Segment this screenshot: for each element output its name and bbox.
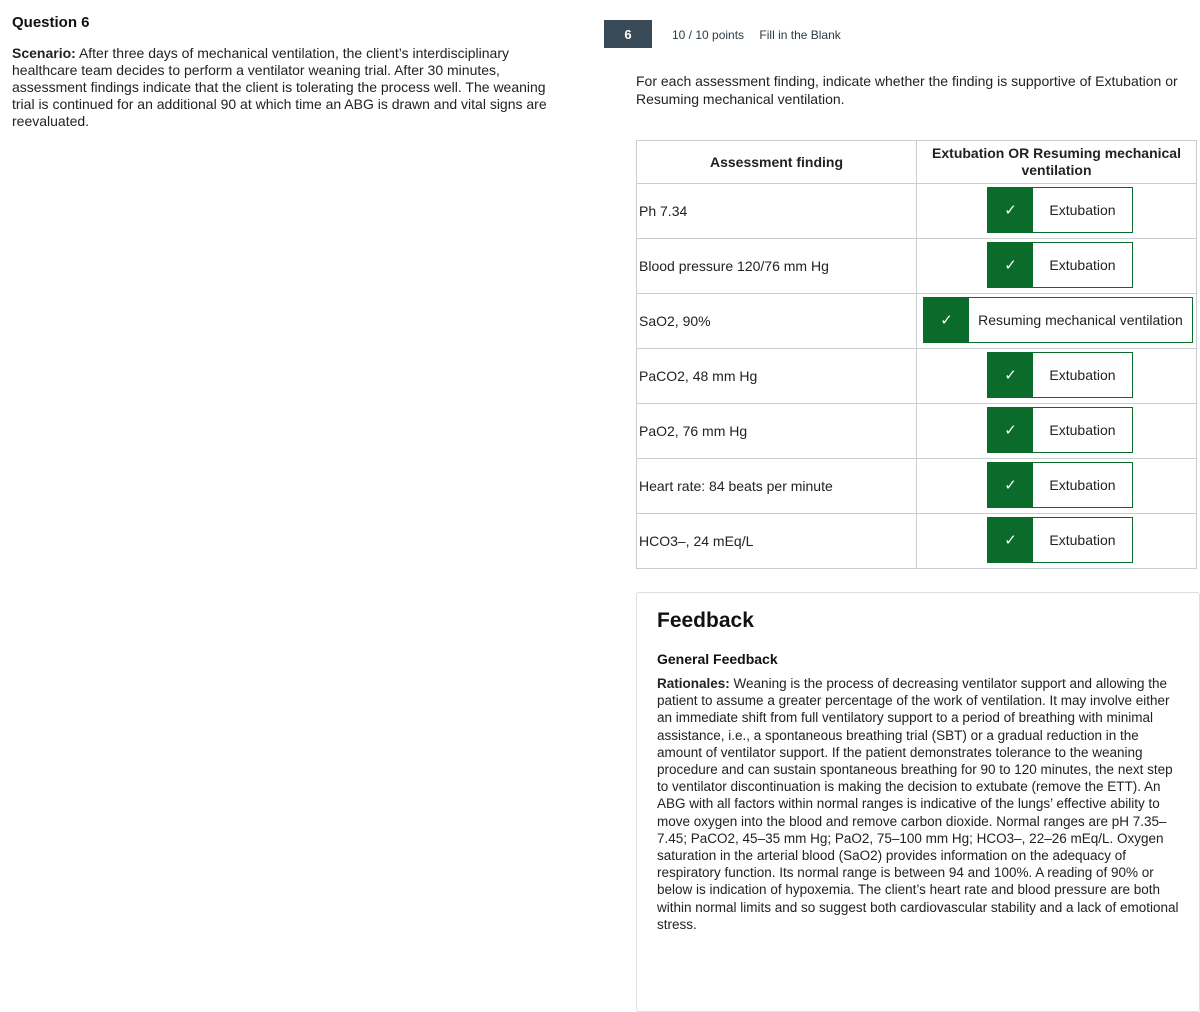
answer-select[interactable]: [923, 297, 1193, 343]
answer-value: Extubation: [1049, 531, 1116, 548]
check-icon: ✓: [988, 188, 1033, 232]
question-title: Question 6: [12, 14, 90, 31]
finding-cell: Ph 7.34: [637, 184, 917, 239]
question-meta: [672, 28, 841, 42]
finding-cell: PaCO2, 48 mm Hg: [637, 349, 917, 404]
feedback-title: Feedback: [657, 609, 754, 632]
answer-select[interactable]: [987, 407, 1133, 453]
answer-cell: [917, 459, 1197, 514]
check-icon: ✓: [988, 408, 1033, 452]
assessment-table: [636, 140, 1197, 569]
question-type: Fill in the Blank: [759, 28, 841, 42]
table-row: [637, 459, 1197, 514]
rationale-body: Weaning is the process of decreasing ventilator support and allowing the patient to assume a greater percentage of the work of ventilation. It may involve either an immediate shift from full ventilatory support to a period of breathing with minimal assistance, i.e., a spontaneous breathing trial (SBT) or a gradual reduction in the amount of ventilator support. If the patient demonstrates tolerance to the weaning procedure and can sustain spontaneous breathing for 90 to 120 minutes, the next step to ventilator discontinuation is making the decision to extubate (remove the ETT). An ABG with all factors within normal ranges is indicative of the lungs’ effective ability to move oxygen into the blood and remove carbon dioxide. Normal ranges are pH 7.35–7.45; PaCO2, 45–35 mm Hg; PaO2, 75–100 mm Hg; HCO3–, 22–26 mEq/L. Oxygen saturation in the arterial blood (SaO2) provides information on the adequacy of respiratory function. Its normal range is between 94 and 100%. A reading of 90% or below is indication of hypoxemia. The client’s heart rate and blood pressure are both within normal limits and so suggest both cardiovascular stability and a lack of emotional stress.: [657, 676, 1179, 932]
scenario-body: After three days of mechanical ventilation, the client’s interdisciplinary healthcare team decides to perform a ventilator weaning trial. After 30 minutes, assessment findings indicate that the client is tolerating the process well. The weaning trial is continued for an additional 90 at which time an ABG is drawn and vital signs are reevaluated.: [12, 45, 547, 129]
answer-select[interactable]: [987, 352, 1133, 398]
answer-select[interactable]: [987, 517, 1133, 563]
question-panel: [12, 14, 572, 130]
answer-cell: [917, 239, 1197, 294]
check-icon: ✓: [988, 353, 1033, 397]
table-header-row: [637, 141, 1197, 184]
question-header: [604, 20, 1200, 48]
column-header-finding: Assessment finding: [637, 141, 917, 184]
answer-select[interactable]: [987, 187, 1133, 233]
finding-cell: PaO2, 76 mm Hg: [637, 404, 917, 459]
scenario-text: [12, 45, 572, 130]
table-row: [637, 349, 1197, 404]
answer-cell: [917, 294, 1197, 349]
table-row: [637, 404, 1197, 459]
answer-cell: [917, 404, 1197, 459]
answer-select[interactable]: [987, 242, 1133, 288]
answer-select[interactable]: [987, 462, 1133, 508]
feedback-panel: [636, 592, 1200, 1012]
question-number-badge: 6: [604, 20, 652, 48]
check-icon: ✓: [988, 243, 1033, 287]
finding-cell: Heart rate: 84 beats per minute: [637, 459, 917, 514]
table-row: [637, 294, 1197, 349]
answer-value: Resuming mechanical ventilation: [978, 311, 1183, 328]
answer-value: Extubation: [1049, 421, 1116, 438]
answer-value: Extubation: [1049, 476, 1116, 493]
answer-value: Extubation: [1049, 256, 1116, 273]
table-row: [637, 184, 1197, 239]
answer-value: Extubation: [1049, 201, 1116, 218]
check-icon: ✓: [988, 463, 1033, 507]
answer-cell: [917, 349, 1197, 404]
rationale-label: Rationales:: [657, 676, 730, 691]
finding-cell: HCO3–, 24 mEq/L: [637, 514, 917, 569]
column-header-answer: Extubation OR Resuming mechanical ventilation: [917, 141, 1197, 184]
table-row: [637, 514, 1197, 569]
answer-cell: [917, 184, 1197, 239]
answer-cell: [917, 514, 1197, 569]
scenario-label: Scenario:: [12, 45, 76, 61]
finding-cell: SaO2, 90%: [637, 294, 917, 349]
finding-cell: Blood pressure 120/76 mm Hg: [637, 239, 917, 294]
answer-value: Extubation: [1049, 366, 1116, 383]
table-row: [637, 239, 1197, 294]
general-feedback-heading: General Feedback: [657, 651, 778, 667]
check-icon: ✓: [988, 518, 1033, 562]
rationale-text: [657, 675, 1179, 933]
question-prompt: For each assessment finding, indicate whether the finding is supportive of Extubation or Resuming mechanical ventilation.: [636, 73, 1178, 107]
points-label: 10 / 10 points: [672, 28, 745, 42]
check-icon: ✓: [924, 298, 969, 342]
